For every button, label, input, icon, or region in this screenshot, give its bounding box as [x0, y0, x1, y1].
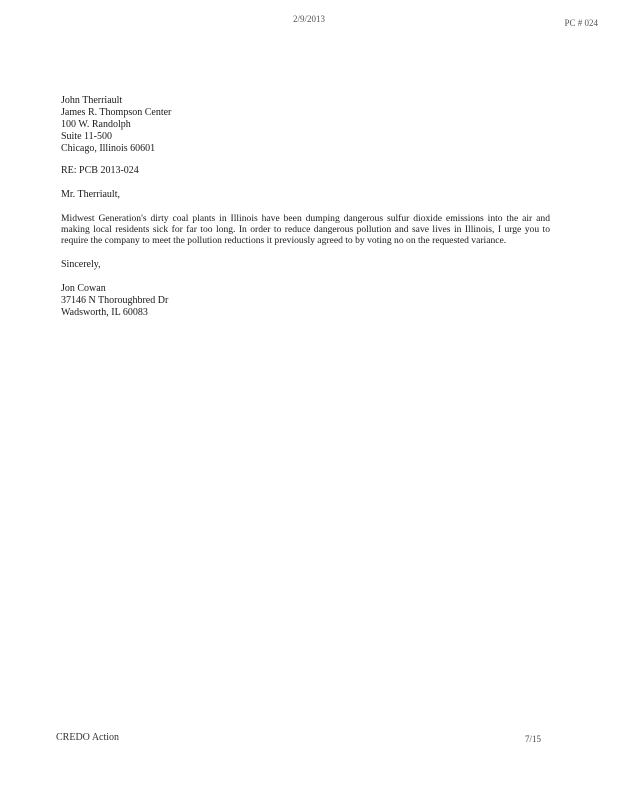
header-date: 2/9/2013 [292, 14, 325, 24]
recipient-address [61, 95, 550, 155]
footer-organization: CREDO Action [56, 732, 120, 743]
header-page-code: PC # 024 [564, 18, 598, 28]
sender-street: 37146 N Thoroughbred Dr [61, 295, 169, 306]
re-line: RE: PCB 2013-024 [61, 165, 139, 176]
salutation: Mr. Therriault, [61, 189, 120, 200]
closing: Sincerely, [61, 259, 101, 270]
recipient-suite: Suite 11-500 [61, 131, 113, 142]
sender-city-state-zip: Wadsworth, IL 60083 [61, 307, 148, 318]
footer-page-number: 7/15 [524, 734, 541, 744]
sender-name: Jon Cowan [61, 283, 106, 294]
letter-body [61, 95, 550, 319]
recipient-street: 100 W. Randolph [61, 119, 131, 130]
sender-signature [61, 283, 550, 319]
recipient-city-state-zip: Chicago, Illinois 60601 [61, 143, 156, 154]
body-paragraph: Midwest Generation's dirty coal plants in Illinois have been dumping dangerous sulfur dioxide emissions into the air and making local residents sick for far too long. In order to reduce dangerous pollution and save lives in Illinois, I urge you to require the company to meet the pollution reductions it previously agreed to by voting no on the requested variance. [61, 213, 550, 246]
recipient-building: James R. Thompson Center [61, 107, 172, 118]
recipient-name: John Therriault [61, 95, 123, 106]
